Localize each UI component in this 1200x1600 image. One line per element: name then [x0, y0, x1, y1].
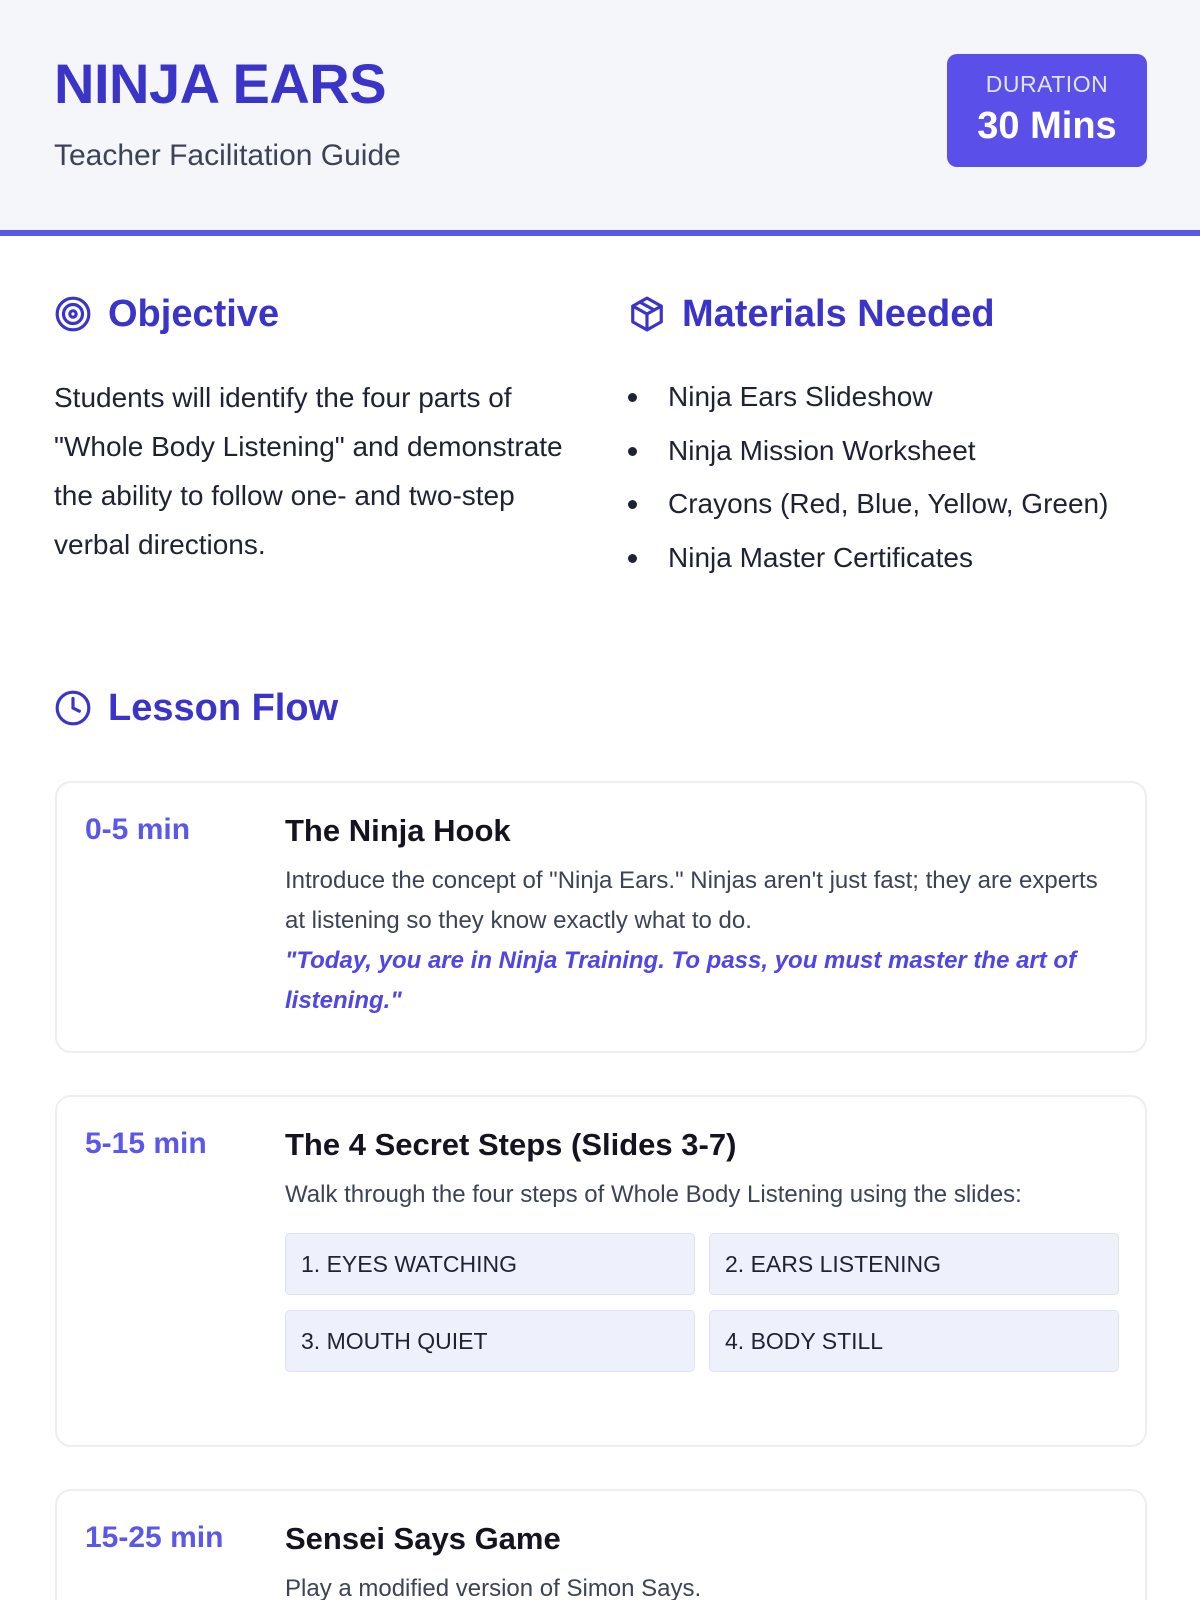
step-description: Walk through the four steps of Whole Body Listening using the slides:	[285, 1181, 1022, 1208]
listening-step-chip: 2. EARS LISTENING	[709, 1233, 1119, 1295]
step-description: Introduce the concept of "Ninja Ears." Ninjas aren't just fast; they are experts at listening so they know exactly what to do.	[285, 867, 1098, 934]
clock-icon	[54, 689, 92, 727]
objective-text: Students will identify the four parts of "Whole Body Listening" and demonstrate the ability to follow one- and two-step verbal directions.	[54, 382, 563, 560]
step-time: 5-15 min	[85, 1127, 207, 1160]
list-item: Crayons (Red, Blue, Yellow, Green)	[622, 477, 1182, 531]
header	[0, 0, 1200, 236]
target-icon	[54, 295, 92, 333]
listening-step-chip: 3. MOUTH QUIET	[285, 1310, 695, 1372]
objective-title: Objective	[108, 293, 280, 335]
step-quote: "Today, you are in Ninja Training. To pass, you must master the art of listening."	[285, 947, 1077, 1014]
duration-value: 30 Mins	[977, 105, 1117, 147]
page-title: NINJA EARS	[54, 52, 387, 115]
step-description: Play a modified version of Simon Says.	[285, 1575, 702, 1600]
lesson-flow-heading	[54, 686, 338, 730]
step-body	[285, 1519, 1117, 1600]
step-time: 15-25 min	[85, 1521, 224, 1554]
lesson-flow-title: Lesson Flow	[108, 687, 339, 729]
step-title: The Ninja Hook	[285, 813, 511, 848]
listening-step-chip: 1. EYES WATCHING	[285, 1233, 695, 1295]
step-body	[285, 1125, 1117, 1372]
lesson-step-card	[55, 781, 1147, 1053]
list-item: Ninja Ears Slideshow	[622, 370, 1182, 424]
list-item: Ninja Master Certificates	[622, 531, 1182, 585]
duration-badge	[947, 54, 1147, 167]
materials-list	[622, 370, 1182, 584]
objective-heading	[54, 292, 279, 336]
step-body	[285, 811, 1117, 1021]
duration-label: DURATION	[985, 71, 1109, 97]
materials-heading	[628, 292, 995, 336]
materials-title: Materials Needed	[682, 293, 995, 335]
package-icon	[628, 295, 666, 333]
list-item: Ninja Mission Worksheet	[622, 424, 1182, 478]
page-subtitle: Teacher Facilitation Guide	[54, 139, 401, 172]
listening-step-chip: 4. BODY STILL	[709, 1310, 1119, 1372]
lesson-step-card	[55, 1489, 1147, 1600]
step-title: The 4 Secret Steps (Slides 3-7)	[285, 1127, 737, 1162]
lesson-step-card	[55, 1095, 1147, 1447]
step-time: 0-5 min	[85, 813, 191, 846]
listening-steps-grid	[285, 1233, 1117, 1372]
step-title: Sensei Says Game	[285, 1521, 561, 1556]
